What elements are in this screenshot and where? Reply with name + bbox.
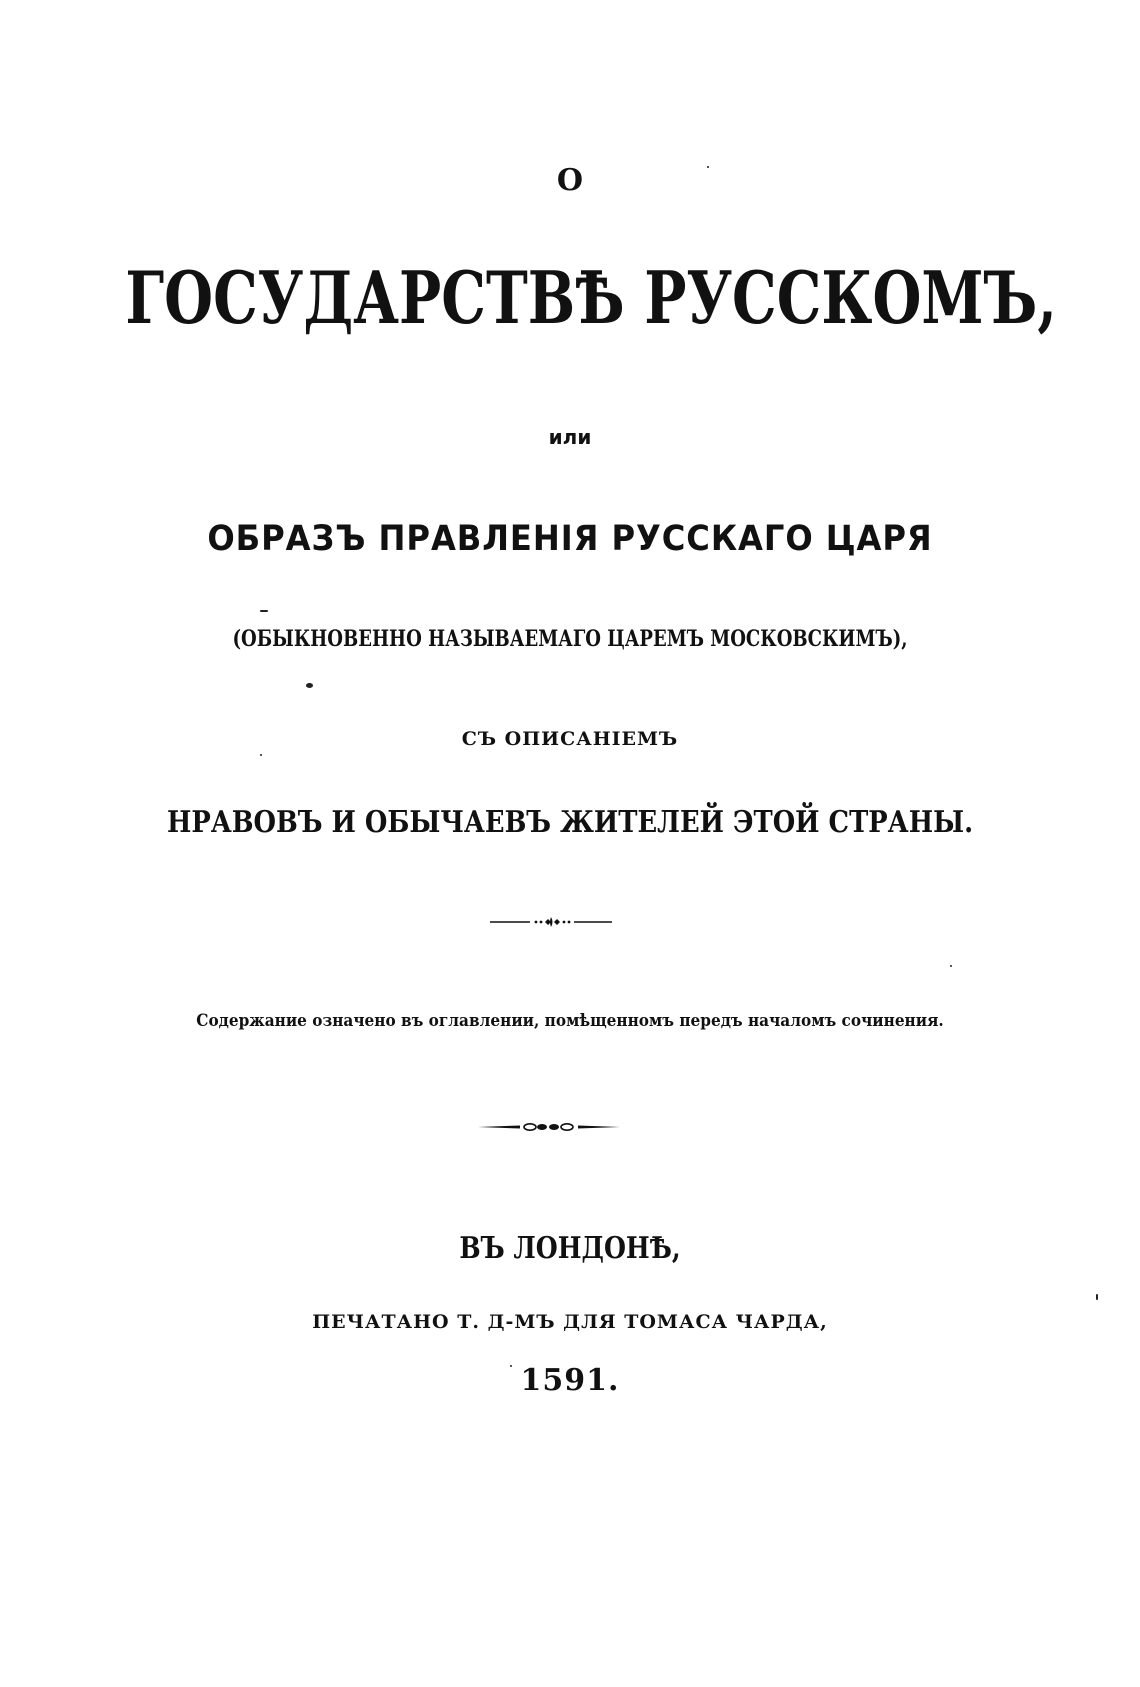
customs-line: НРАВОВЪ И ОБЫЧАЕВЪ ЖИТЕЛЕЙ ЭТОЙ СТРАНЫ.	[166, 805, 974, 840]
ink-speck	[707, 166, 709, 168]
subtitle: ОБРАЗЪ ПРАВЛЕНІЯ РУССКАГО ЦАРЯ	[207, 519, 933, 559]
ornament-divider-icon	[490, 914, 612, 930]
ink-speck	[1096, 1294, 1098, 1300]
ornament-divider-icon	[478, 1119, 620, 1135]
ink-speck	[260, 754, 262, 756]
conjunction: или	[548, 425, 592, 449]
ink-speck	[510, 1365, 512, 1367]
parenthetical-subtitle: (ОБЫКНОВЕННО НАЗЫВАЕМАГО ЦАРЕМЪ МОСКОВСКИМЪ),	[232, 626, 908, 652]
ink-speck	[306, 683, 313, 688]
place-of-publication: ВЪ ЛОНДОНѢ,	[459, 1231, 681, 1266]
main-title: ГОСУДАРСТВѢ РУССКОМЪ,	[125, 255, 1057, 340]
printer-line: ПЕЧАТАНО Т. Д-МЪ ДЛЯ ТОМАСА ЧАРДА,	[312, 1311, 828, 1333]
ink-speck	[260, 610, 268, 612]
title-preposition: О	[556, 163, 584, 198]
description-line: СЪ ОПИСАНІЕМЪ	[461, 728, 679, 750]
contents-note: Содержание означено въ оглавлении, помѣщенномъ передъ началомъ сочинения.	[196, 1011, 944, 1031]
publication-year: 1591.	[520, 1363, 620, 1398]
ink-speck	[950, 965, 952, 967]
